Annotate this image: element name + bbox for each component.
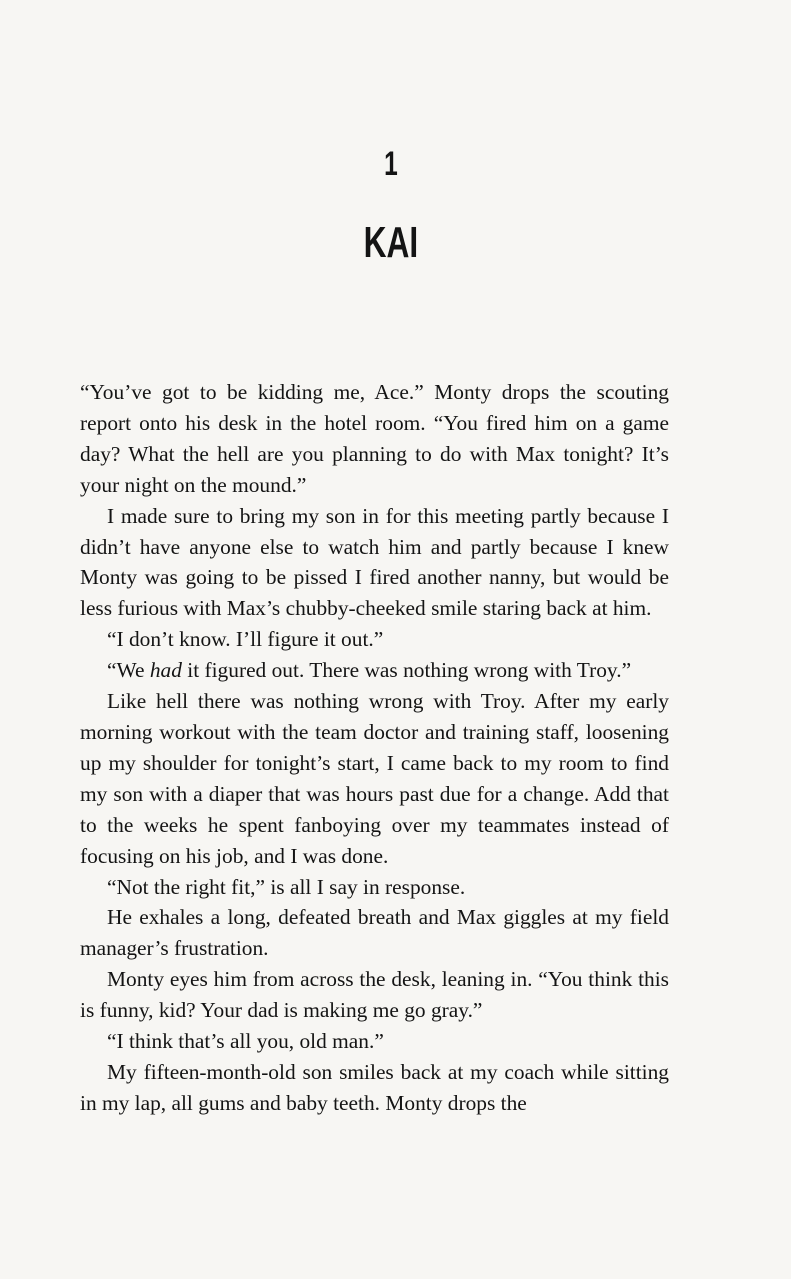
paragraph: He exhales a long, defeated breath and Max giggles at my field manager’s frustration. bbox=[80, 905, 669, 961]
paragraph: I made sure to bring my son in for this meeting partly because I didn’t have anyone else to watch him and partly because I knew Monty was going to be pissed I fired another nanny, but would be less furious with Max’s chubby-cheeked smile staring back at him. bbox=[80, 503, 669, 621]
paragraph: My fifteen-month-old son smiles back at my coach while sitting in my lap, all gums and baby teeth. Monty drops the bbox=[80, 1059, 669, 1115]
paragraph: “Not the right fit,” is all I say in response. bbox=[107, 874, 466, 899]
paragraph: Monty eyes him from across the desk, leaning in. “You think this is funny, kid? Your dad is making me go gray.” bbox=[80, 967, 669, 1023]
paragraph: Like hell there was nothing wrong with Troy. After my early morning workout with the team doctor and training staff, loosening up my shoulder for tonight’s start, I came back to my room to find my son with a diaper that was hours past due for a change. Add that to the weeks he spent fanboying over my teammates instead of focusing on his job, and I was done. bbox=[80, 689, 669, 868]
paragraph: “I think that’s all you, old man.” bbox=[107, 1029, 384, 1054]
paragraph-segment: it figured out. There was nothing wrong with Troy.” bbox=[181, 658, 632, 683]
emphasized-word: had bbox=[149, 658, 182, 683]
paragraph-segment: “We bbox=[107, 658, 150, 683]
paragraph bbox=[80, 655, 669, 686]
paragraph: “You’ve got to be kidding me, Ace.” Monty drops the scouting report onto his desk in the hotel room. “You fired him on a game day? What the hell are you planning to do with Max tonight? It’s your night on the mound.” bbox=[80, 380, 669, 497]
chapter-body bbox=[80, 377, 669, 1119]
chapter-number: 1 bbox=[384, 145, 398, 183]
paragraph: “I don’t know. I’ll figure it out.” bbox=[107, 627, 384, 652]
chapter-title: KAI bbox=[363, 218, 419, 267]
